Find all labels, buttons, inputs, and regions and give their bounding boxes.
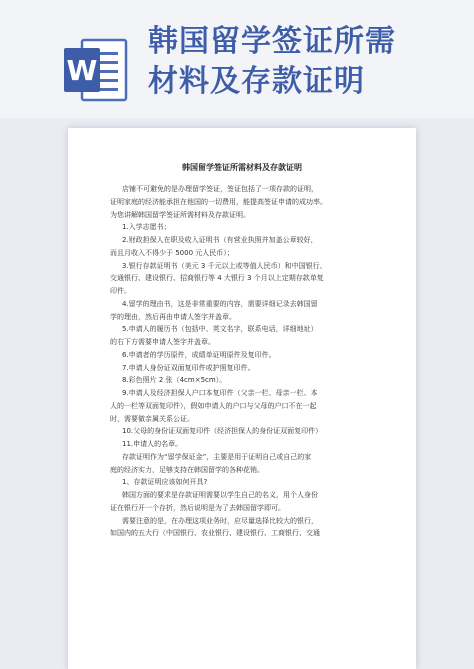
page-title-line-1: 韩国留学签证所需 — [148, 24, 396, 59]
word-icon-letter: W — [66, 54, 98, 87]
document-line: 1、存款证明应该如何开具? — [122, 478, 208, 487]
document-line: 10.父母的身份证双面复印件（经济担保人的身份证双面复印件） — [122, 427, 323, 436]
header-banner — [0, 0, 474, 118]
document-line: 韩国方面的要求是存款证明需要以学生自己的名义，用个人身份 — [122, 491, 318, 499]
document-line: 证明家庭的经济能承担在他国的一切费用，能提高签证申请的成功率。 — [110, 197, 327, 206]
document-line: 2.财政担保人在职及收入证明书（有营业执照并加盖公章较好， — [122, 236, 318, 244]
document-line: 印件。 — [110, 287, 131, 295]
document-line: 人的一栏等双面复印件），假如申请人的户口与父母的户口不在一起 — [110, 401, 317, 410]
document-line: 11.申请人的名章。 — [122, 440, 183, 448]
document-line: 4.留学的理由书，这是非常重要的内容，需要详细记录去韩国留 — [122, 299, 318, 308]
document-body — [110, 183, 380, 540]
document-line: 店铺不可避免的是办理留学签证，签证包括了一项存款的证明， — [122, 185, 318, 193]
word-document-icon — [62, 36, 130, 104]
document-line: 如国内的五大行（中国银行、农业银行、建设银行、工商银行、交通 — [110, 529, 320, 538]
document-line: 6.申请者的学历原件，成绩单证明原件及复印件。 — [122, 350, 276, 359]
page-fade-overlay — [68, 629, 416, 669]
document-line: 证在银行开一个存折，然后说明是为了去韩国留学即可。 — [110, 503, 285, 512]
document-line: 时，需要做亲属关系公证。 — [110, 414, 194, 423]
document-page — [68, 128, 416, 669]
document-line: 7.申请人身份证双面复印件或护照复印件。 — [122, 363, 255, 372]
document-title: 韩国留学签证所需材料及存款证明 — [182, 163, 302, 172]
document-line: 需要注意的是，在办理这项业务时，应尽量选择比较大的银行， — [122, 516, 318, 525]
document-line: 8.彩色照片 2 张（4cm×5cm）。 — [122, 376, 227, 385]
document-line: 为您讲解韩国留学签证所需材料及存款证明。 — [110, 210, 250, 219]
document-line: 的右下方需要申请人签字并盖章。 — [110, 338, 215, 346]
document-line: 存款证明作为“留学保证金”，主要是用于证明自己或自己的家 — [122, 452, 312, 461]
document-line: 3.银行存款证明书（美元 3 千元以上或等值人民币）和中国银行、 — [122, 261, 327, 270]
page-title-line-2: 材料及存款证明 — [148, 64, 365, 99]
document-line: 交通银行、建设银行、招商银行等 4 大银行 3 个月以上定期存款单复 — [110, 274, 324, 283]
page-title — [148, 22, 464, 102]
document-line: 学的理由，然后再由申请人签字并盖章。 — [110, 312, 236, 321]
document-line: 而且月收入不得少于 5000 元人民币）； — [110, 248, 234, 257]
document-line: 庭的经济实力，足够支持在韩国留学的各种花销。 — [110, 465, 264, 474]
document-line: 9.申请人及经济担保人户口本复印件（父亲一栏、母亲一栏、本 — [122, 389, 318, 397]
document-line: 5.申请人的履历书（包括中、英文名字，联系电话，详细地址） — [122, 325, 318, 334]
document-line: 1.入学志愿书； — [122, 223, 171, 232]
